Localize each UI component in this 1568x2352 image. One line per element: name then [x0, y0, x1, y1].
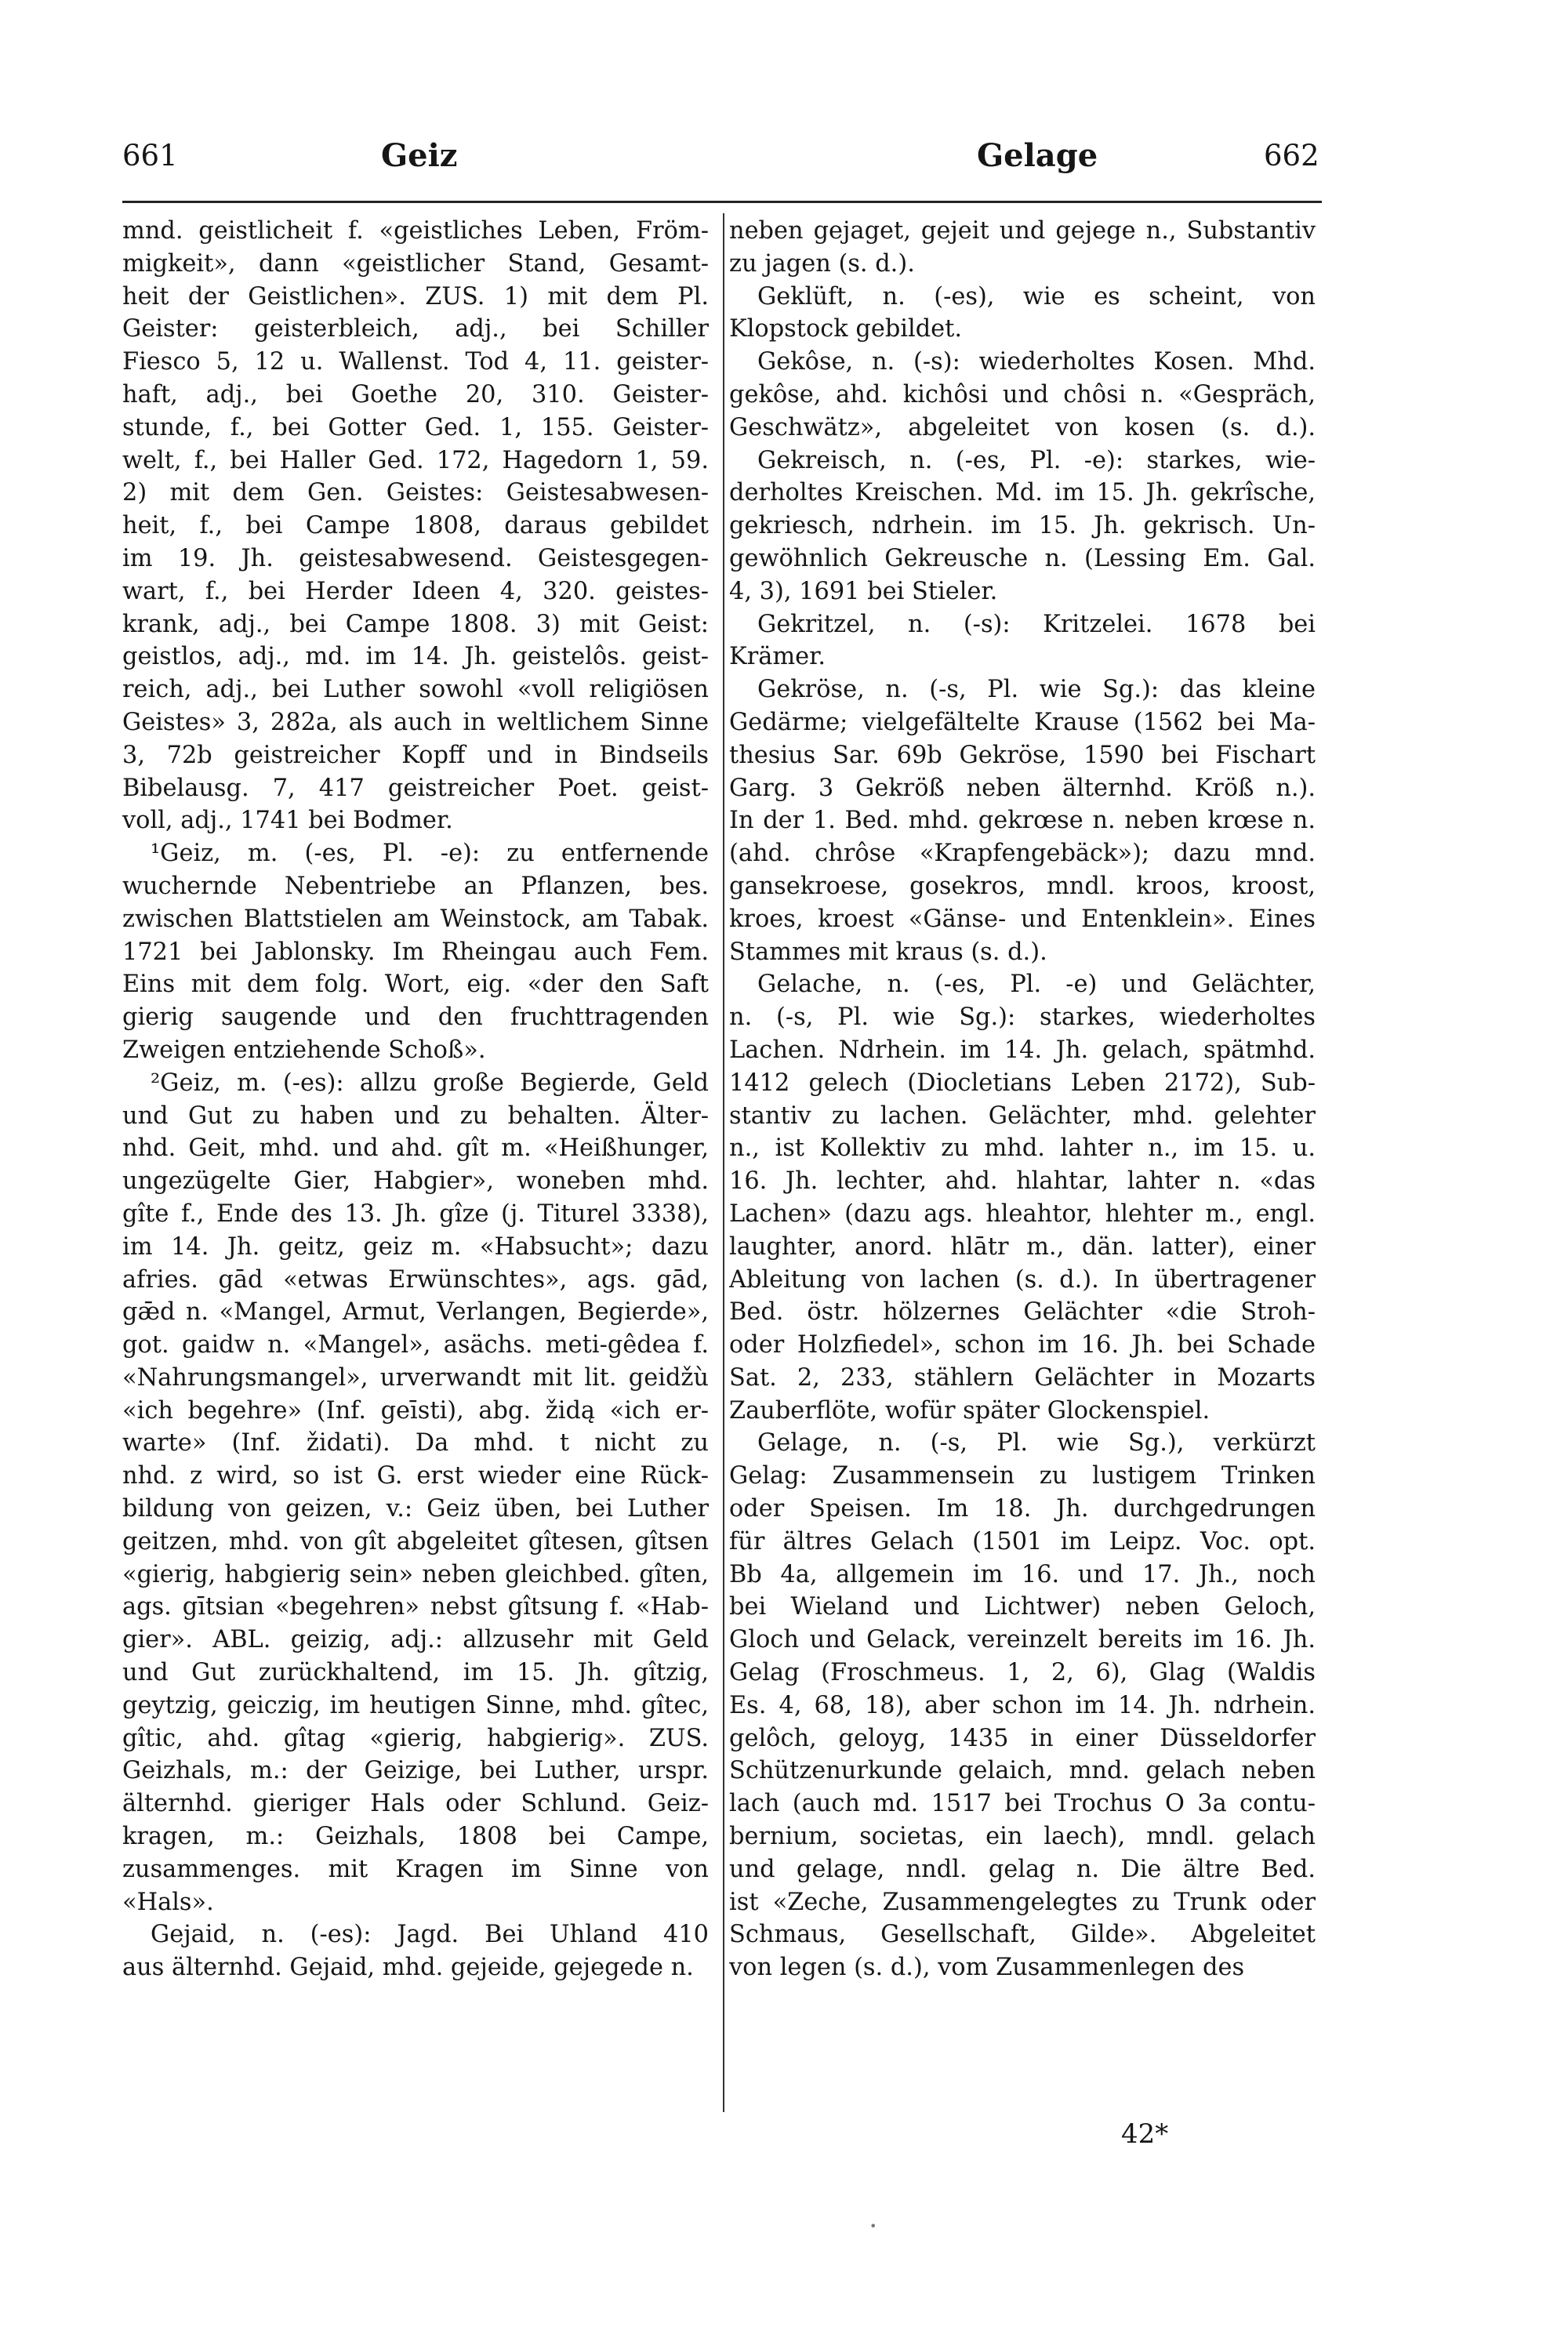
text-line: stunde, f., bei Gotter Ged. 1, 155. Geister-: [122, 413, 709, 441]
text-line: Es. 4, 68, 18), aber schon im 14. Jh. ndrhein.: [729, 1691, 1316, 1719]
text-line: und Gut zu haben und zu behalten. Älter-: [122, 1102, 709, 1130]
text-line: gǣd n. «Mangel, Armut, Verlangen, Begierde»,: [122, 1298, 709, 1327]
text-line: got. gaidw n. «Mangel», asächs. meti-gêdea f.: [122, 1331, 709, 1359]
text-line: krank, adj., bei Campe 1808. 3) mit Geist:: [122, 610, 709, 638]
text-line: n., ist Kollektiv zu mhd. lahter n., im 15. u.: [729, 1134, 1316, 1163]
text-line: Gekröse, n. (-s, Pl. wie Sg.): das kleine: [757, 676, 1316, 704]
text-line: bei Wieland und Lichtwer) neben Geloch,: [729, 1593, 1316, 1621]
text-line: ist «Zeche, Zusammengelegtes zu Trunk oder: [729, 1888, 1316, 1916]
text-line: gier». ABL. geizig, adj.: allzusehr mit Geld: [122, 1626, 709, 1654]
text-line: und Gut zurückhaltend, im 15. Jh. gîtzig,: [122, 1659, 709, 1687]
page-number-right: 662: [1264, 139, 1319, 172]
text-line: reich, adj., bei Luther sowohl «voll religiösen: [122, 676, 709, 704]
signature-mark: 42*: [1121, 2118, 1169, 2150]
column-divider: [723, 213, 724, 2112]
text-line: heit der Geistlichen». ZUS. 1) mit dem Pl.: [122, 282, 709, 310]
text-line: für ältres Gelach (1501 im Leipz. Voc. opt.: [729, 1527, 1316, 1555]
text-line: «gierig, habgierig sein» neben gleichbed. gîten,: [122, 1560, 709, 1588]
text-line: ags. gītsian «begehren» nebst gîtsung f. «Hab-: [122, 1593, 709, 1621]
header-rule: [122, 201, 1322, 203]
text-line: 1721 bei Jablonsky. Im Rheingau auch Fem.: [122, 938, 709, 966]
text-line: Gekôse, n. (-s): wiederholtes Kosen. Mhd.: [757, 348, 1316, 376]
text-line: älternhd. gieriger Hals oder Schlund. Geiz-: [122, 1790, 709, 1818]
text-line: Zweigen entziehende Schoß».: [122, 1036, 486, 1064]
text-line: (ahd. chrôse «Krapfengebäck»); dazu mnd.: [729, 840, 1316, 868]
text-line: gekriesch, ndrhein. im 15. Jh. gekrisch. Un-: [729, 512, 1316, 540]
text-line: geitzen, mhd. von gît abgeleitet gîtesen, gîtsen: [122, 1527, 709, 1555]
text-line: und gelage, nndl. gelag n. Die ältre Bed.: [729, 1855, 1316, 1883]
text-line: Bibelausg. 7, 417 geistreicher Poet. geist-: [122, 774, 709, 802]
text-line: Schmaus, Gesellschaft, Gilde». Abgeleitet: [729, 1921, 1316, 1949]
text-line: Geizhals, m.: der Geizige, bei Luther, urspr.: [122, 1757, 709, 1785]
text-line: Gelache, n. (-es, Pl. -e) und Gelächter,: [757, 971, 1316, 999]
text-line: voll, adj., 1741 bei Bodmer.: [122, 807, 453, 835]
text-line: gansekroese, gosekros, mndl. kroos, kroost,: [729, 872, 1316, 900]
text-line: Geklüft, n. (-es), wie es scheint, von: [757, 282, 1316, 310]
text-line: Fiesco 5, 12 u. Wallenst. Tod 4, 11. geister-: [122, 348, 709, 376]
text-line: welt, f., bei Haller Ged. 172, Hagedorn 1, 59.: [122, 446, 709, 474]
text-line: «Hals».: [122, 1888, 214, 1916]
text-line: Schützenurkunde gelaich, mnd. gelach neben: [729, 1757, 1316, 1785]
text-line: gewöhnlich Gekreusche n. (Lessing Em. Gal.: [729, 544, 1316, 572]
text-line: «Nahrungsmangel», urverwandt mit lit. geidžù: [122, 1363, 709, 1392]
left-column: [122, 215, 709, 1984]
text-line: neben gejaget, gejeit und gejege n., Substantiv: [729, 217, 1316, 245]
text-line: gîte f., Ende des 13. Jh. gîze (j. Titurel 3338),: [122, 1200, 709, 1228]
running-head-left: Geiz: [381, 137, 458, 174]
text-line: Gelag: Zusammensein zu lustigem Trinken: [729, 1462, 1316, 1490]
text-line: laughter, anord. hlātr m., dän. latter), einer: [729, 1232, 1316, 1261]
text-line: Sat. 2, 233, stählern Gelächter in Mozarts: [729, 1363, 1316, 1392]
text-line: gelôch, geloyg, 1435 in einer Düsseldorfer: [729, 1724, 1316, 1752]
text-line: Stammes mit kraus (s. d.).: [729, 938, 1047, 966]
text-line: Lachen» (dazu ags. hleahtor, hlehter m., engl.: [729, 1200, 1316, 1228]
text-line: warte» (Inf. židati). Da mhd. t nicht zu: [122, 1429, 709, 1457]
text-line: geistlos, adj., md. im 14. Jh. geistelôs. geist-: [122, 643, 709, 671]
text-line: nhd. Geit, mhd. und ahd. gît m. «Heißhunger,: [122, 1134, 709, 1163]
text-line: In der 1. Bed. mhd. gekrœse n. neben krœse n.: [729, 807, 1316, 835]
text-line: gierig saugende und den fruchttragenden: [122, 1004, 709, 1032]
text-line: 4, 3), 1691 bei Stieler.: [729, 577, 998, 605]
text-line: Eins mit dem folg. Wort, eig. «der den Saft: [122, 971, 709, 999]
page-number-left: 661: [122, 139, 178, 172]
text-line: «ich begehre» (Inf. geīsti), abg. židą «ich er-: [122, 1396, 709, 1425]
text-line: nhd. z wird, so ist G. erst wieder eine Rück-: [122, 1462, 709, 1490]
text-line: kragen, m.: Geizhals, 1808 bei Campe,: [122, 1823, 709, 1851]
right-column: [729, 215, 1316, 1984]
text-line: Gelag (Froschmeus. 1, 2, 6), Glag (Waldis: [729, 1659, 1316, 1687]
text-line: bernium, societas, ein laech), mndl. gelach: [729, 1823, 1316, 1851]
text-line: bildung von geizen, v.: Geiz üben, bei Luther: [122, 1495, 709, 1523]
text-line: Gekreisch, n. (-es, Pl. -e): starkes, wie-: [757, 446, 1316, 474]
text-line: Ableitung von lachen (s. d.). In übertragener: [729, 1265, 1316, 1294]
text-line: derholtes Kreischen. Md. im 15. Jh. gekrîsche,: [729, 479, 1316, 507]
text-line: migkeit», dann «geistlicher Stand, Gesamt-: [122, 249, 709, 278]
text-line: Gloch und Gelack, vereinzelt bereits im 16. Jh.: [729, 1626, 1316, 1654]
text-line: thesius Sar. 69b Gekröse, 1590 bei Fischart: [729, 741, 1316, 769]
text-line: gîtic, ahd. gîtag «gierig, habgierig». ZUS.: [122, 1724, 709, 1752]
text-line: Geister: geisterbleich, adj., bei Schiller: [122, 315, 709, 343]
text-line: geytzig, geiczig, im heutigen Sinne, mhd. gîtec,: [122, 1691, 709, 1719]
text-line: Geistes» 3, 282a, als auch in weltlichem Sinne: [122, 708, 709, 736]
text-line: ¹Geiz, m. (-es, Pl. -e): zu entfernende: [151, 840, 709, 868]
text-line: 2) mit dem Gen. Geistes: Geistesabwesen-: [122, 479, 709, 507]
text-line: ²Geiz, m. (-es): allzu große Begierde, Geld: [151, 1069, 709, 1097]
text-line: Gekritzel, n. (-s): Kritzelei. 1678 bei: [757, 610, 1316, 638]
text-line: 1412 gelech (Diocletians Leben 2172), Sub-: [729, 1069, 1316, 1097]
text-line: wart, f., bei Herder Ideen 4, 320. geistes-: [122, 577, 709, 605]
text-line: Krämer.: [729, 643, 826, 671]
text-line: afries. gād «etwas Erwünschtes», ags. gād,: [122, 1265, 709, 1294]
text-line: Zauberflöte, wofür später Glockenspiel.: [729, 1396, 1210, 1425]
text-line: Gejaid, n. (-es): Jagd. Bei Uhland 410: [151, 1921, 709, 1949]
text-line: Geschwätz», abgeleitet von kosen (s. d.).: [729, 413, 1316, 441]
text-line: 3, 72b geistreicher Kopff und in Bindseils: [122, 741, 709, 769]
text-line: oder Holzfiedel», schon im 16. Jh. bei Schade: [729, 1331, 1316, 1359]
text-line: kroes, kroest «Gänse- und Entenklein». Eines: [729, 905, 1316, 933]
text-line: Garg. 3 Gekröß neben älternhd. Kröß n.).: [729, 774, 1316, 802]
text-line: ungezügelte Gier, Habgier», woneben mhd.: [122, 1167, 709, 1196]
text-line: zu jagen (s. d.).: [729, 249, 915, 278]
text-line: Bed. östr. hölzernes Gelächter «die Stroh-: [729, 1298, 1316, 1327]
text-line: Klopstock gebildet.: [729, 315, 963, 343]
print-speck: •: [869, 2219, 877, 2234]
text-line: mnd. geistlicheit f. «geistliches Leben, Fröm-: [122, 217, 709, 245]
text-line: Gelage, n. (-s, Pl. wie Sg.), verkürzt: [757, 1429, 1316, 1457]
text-line: lach (auch md. 1517 bei Trochus O 3a contu-: [729, 1790, 1316, 1818]
text-line: heit, f., bei Campe 1808, daraus gebildet: [122, 512, 709, 540]
text-line: oder Speisen. Im 18. Jh. durchgedrungen: [729, 1495, 1316, 1523]
text-line: zusammenges. mit Kragen im Sinne von: [122, 1855, 709, 1883]
text-line: Lachen. Ndrhein. im 14. Jh. gelach, spätmhd.: [729, 1036, 1316, 1064]
running-head-right: Gelage: [977, 137, 1098, 174]
text-line: gekôse, ahd. kichôsi und chôsi n. «Gespräch,: [729, 380, 1316, 408]
text-line: wuchernde Nebentriebe an Pflanzen, bes.: [122, 872, 709, 900]
text-line: im 19. Jh. geistesabwesend. Geistesgegen-: [122, 544, 709, 572]
text-line: von legen (s. d.), vom Zusammenlegen des: [729, 1954, 1245, 1982]
text-line: stantiv zu lachen. Gelächter, mhd. gelehter: [729, 1102, 1316, 1130]
text-line: n. (-s, Pl. wie Sg.): starkes, wiederholtes: [729, 1004, 1316, 1032]
text-line: 16. Jh. lechter, ahd. hlahtar, lahter n. «das: [729, 1167, 1316, 1196]
text-line: Bb 4a, allgemein im 16. und 17. Jh., noch: [729, 1560, 1316, 1588]
text-line: aus älternhd. Gejaid, mhd. gejeide, gejegede n.: [122, 1954, 694, 1982]
text-line: haft, adj., bei Goethe 20, 310. Geister-: [122, 380, 709, 408]
text-line: im 14. Jh. geitz, geiz m. «Habsucht»; dazu: [122, 1232, 709, 1261]
text-line: Gedärme; vielgefältelte Krause (1562 bei Ma-: [729, 708, 1316, 736]
text-line: zwischen Blattstielen am Weinstock, am Tabak.: [122, 905, 709, 933]
